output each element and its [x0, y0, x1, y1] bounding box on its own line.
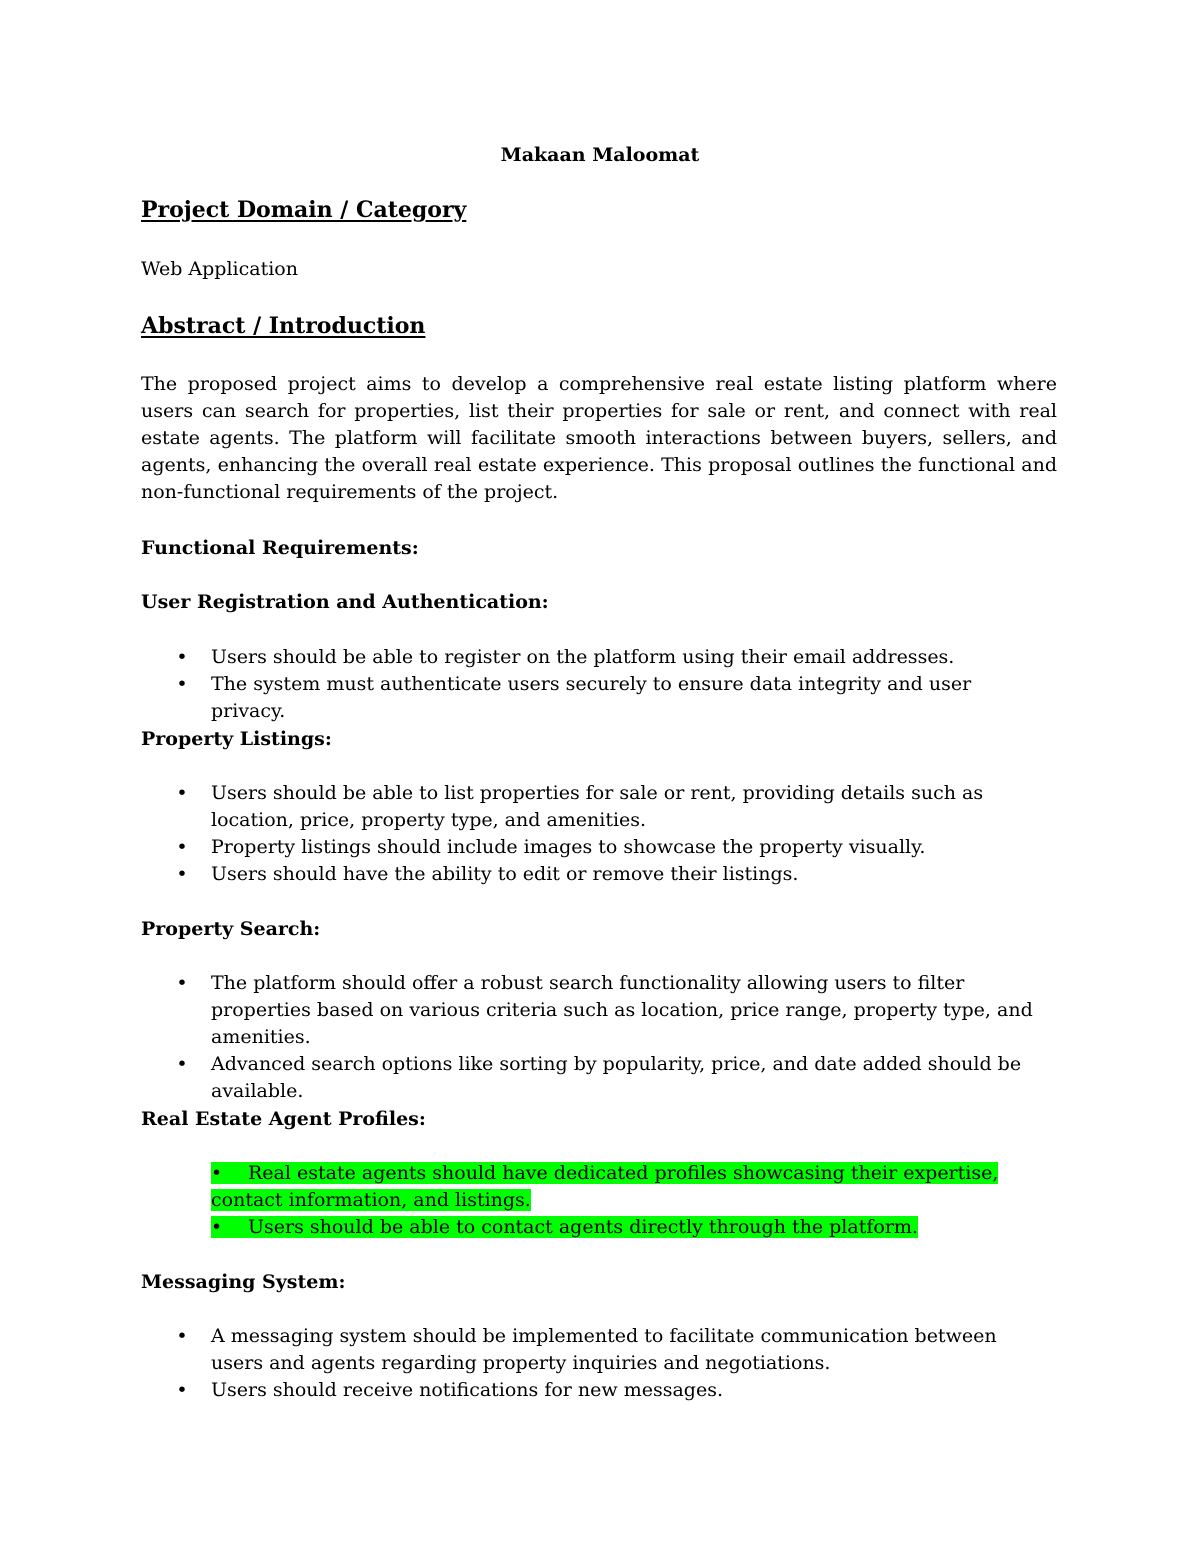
- list-item-text: Property listings should include images to showcase the property visually.: [211, 836, 926, 858]
- list-item: [174, 1377, 1044, 1404]
- bullet-icon: •: [176, 646, 188, 668]
- list-item-text: Advanced search options like sorting by popularity, price, and date added should be available.: [211, 1053, 1022, 1102]
- list-item: [174, 644, 1044, 671]
- bullet-icon: •: [176, 972, 188, 994]
- list-item-text: The system must authenticate users securely to ensure data integrity and user privacy.: [211, 673, 972, 722]
- functional-requirements-heading: Functional Requirements:: [141, 537, 419, 559]
- property-listings-heading: Property Listings:: [141, 728, 332, 750]
- property-listings-list: [174, 780, 1044, 888]
- list-item: [174, 1160, 1044, 1214]
- list-item: [174, 1323, 1044, 1377]
- bullet-icon: •: [211, 1162, 223, 1184]
- list-item-text: Users should be able to list properties for sale or rent, providing details such as location, price, property type, and amenities.: [211, 782, 984, 831]
- list-item: [174, 970, 1044, 1051]
- list-item: [174, 834, 1044, 861]
- bullet-icon: •: [176, 836, 188, 858]
- list-item: [174, 1214, 1044, 1241]
- list-item-text: A messaging system should be implemented to facilitate communication between users and agents regarding property inquiries and negotiations.: [211, 1325, 997, 1374]
- bullet-icon: •: [176, 1325, 188, 1347]
- list-item-text: The platform should offer a robust search functionality allowing users to filter properties based on various criteria such as location, price range, property type, and amenities.: [211, 972, 1033, 1048]
- list-item: [174, 780, 1044, 834]
- list-item-text: Users should receive notifications for new messages.: [211, 1379, 723, 1401]
- bullet-icon: •: [176, 1053, 188, 1075]
- list-item: [174, 1051, 1044, 1105]
- bullet-icon: •: [176, 782, 188, 804]
- property-search-heading: Property Search:: [141, 918, 321, 940]
- bullet-icon: •: [176, 673, 188, 695]
- list-item-text: Users should have the ability to edit or remove their listings.: [211, 863, 799, 885]
- abstract-paragraph: The proposed project aims to develop a comprehensive real estate listing platform where users can search for properties, list their properties for sale or rent, and connect with real estate agents. The platform will facilitate smooth interactions between buyers, sellers, and agents, enhancing the overall real estate experience. This proposal outlines the functional and non-functional requirements of the project.: [141, 373, 1057, 503]
- list-item-text: Real estate agents should have dedicated profiles showcasing their expertise, contact information, and listings.: [211, 1162, 999, 1211]
- bullet-icon: •: [211, 1216, 223, 1238]
- domain-value: Web Application: [141, 258, 298, 280]
- bullet-icon: •: [176, 863, 188, 885]
- abstract-heading: Abstract / Introduction: [141, 313, 426, 339]
- user-registration-heading: User Registration and Authentication:: [141, 591, 549, 613]
- property-search-list: [174, 970, 1044, 1105]
- list-item-text: Users should be able to contact agents directly through the platform.: [248, 1216, 918, 1238]
- list-item-text: Users should be able to register on the platform using their email addresses.: [211, 646, 955, 668]
- document-title: Makaan Maloomat: [500, 144, 700, 166]
- agent-profiles-list: [174, 1160, 1044, 1241]
- domain-heading: Project Domain / Category: [141, 197, 467, 223]
- agent-profiles-heading: Real Estate Agent Profiles:: [141, 1108, 426, 1130]
- user-registration-list: [174, 644, 1044, 725]
- messaging-system-list: [174, 1323, 1044, 1404]
- list-item: [174, 671, 1044, 725]
- list-item: [174, 861, 1044, 888]
- messaging-system-heading: Messaging System:: [141, 1271, 346, 1293]
- bullet-icon: •: [176, 1379, 188, 1401]
